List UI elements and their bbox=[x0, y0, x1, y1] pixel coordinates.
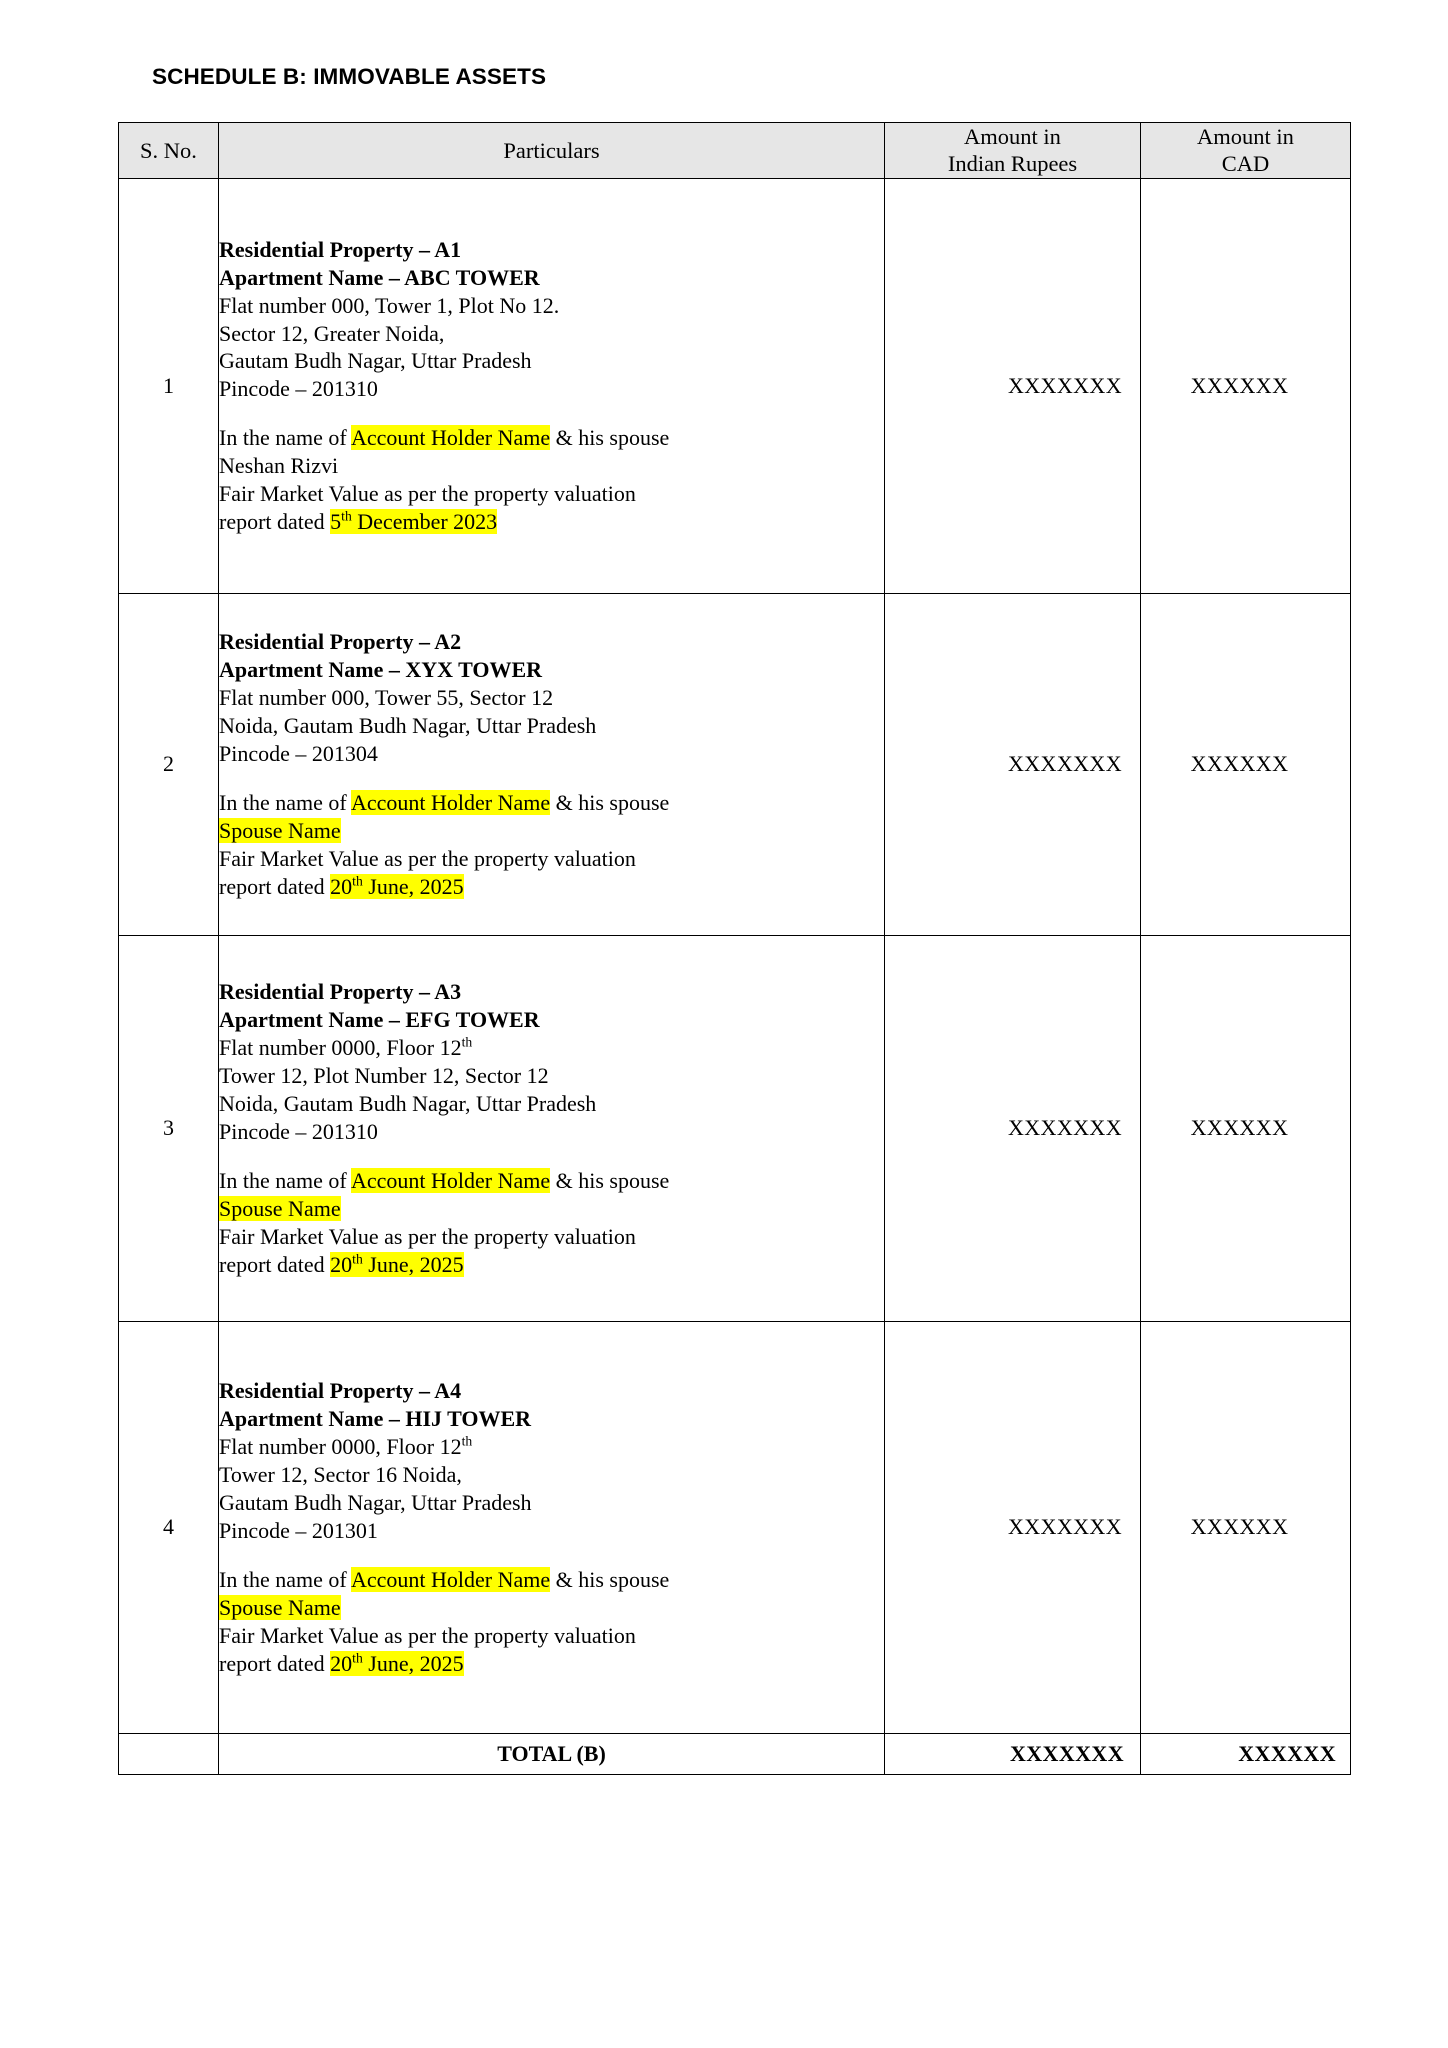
column-header-amount-inr bbox=[885, 123, 1141, 179]
address-line-1-ordinal: th bbox=[461, 1433, 473, 1449]
account-holder-name-highlight: Account Holder Name bbox=[350, 789, 551, 815]
report-date-rest: June, 2025 bbox=[362, 873, 464, 899]
spouse-name: Spouse Name bbox=[219, 817, 341, 843]
report-date-highlight bbox=[330, 1651, 463, 1676]
ownership-suffix: & his spouse bbox=[550, 425, 670, 451]
valuation-line: Fair Market Value as per the property valuation bbox=[219, 1223, 636, 1249]
address-line-4: Pincode – 201310 bbox=[219, 376, 378, 402]
report-date-line bbox=[219, 1251, 884, 1279]
row-amount-cad-value: XXXXXX bbox=[1190, 1514, 1289, 1540]
spouse-name-line bbox=[219, 1195, 884, 1223]
apartment-name: Apartment Name – XYX TOWER bbox=[219, 657, 543, 683]
valuation-line: Fair Market Value as per the property valuation bbox=[219, 1622, 636, 1648]
row-amount-inr-value: XXXXXXX bbox=[1007, 751, 1122, 777]
row-amount-cad bbox=[1141, 1321, 1351, 1733]
table-row bbox=[119, 178, 1351, 593]
ownership-prefix: In the name of bbox=[219, 1566, 351, 1592]
account-holder-name-highlight: Account Holder Name bbox=[350, 1566, 551, 1592]
ownership-prefix: In the name of bbox=[219, 425, 351, 451]
address-line-2: Sector 12, Greater Noida, bbox=[219, 320, 445, 346]
row-amount-cad bbox=[1141, 178, 1351, 593]
valuation-line: Fair Market Value as per the property valuation bbox=[219, 845, 636, 871]
row-amount-inr bbox=[885, 935, 1141, 1321]
address-line-1 bbox=[219, 1433, 884, 1461]
row-serial-number: 2 bbox=[119, 593, 219, 935]
row-amount-cad-value: XXXXXX bbox=[1190, 751, 1289, 777]
valuation-line: Fair Market Value as per the property valuation bbox=[219, 481, 636, 507]
column-header-amount-cad-line2: CAD bbox=[1221, 151, 1270, 177]
address-line-1-text: Flat number 0000, Floor 12 bbox=[219, 1035, 462, 1061]
report-date-day: 5 bbox=[330, 509, 342, 535]
table-row bbox=[119, 935, 1351, 1321]
report-date-highlight bbox=[330, 1252, 463, 1277]
total-amount-inr-value: XXXXXXX bbox=[1009, 1740, 1124, 1766]
row-amount-inr bbox=[885, 593, 1141, 935]
report-date-prefix: report dated bbox=[219, 1650, 331, 1676]
report-date-ordinal: th bbox=[352, 1650, 363, 1666]
address-line-2: Tower 12, Plot Number 12, Sector 12 bbox=[219, 1063, 549, 1089]
address-line-3: Gautam Budh Nagar, Uttar Pradesh bbox=[219, 348, 532, 374]
row-serial-number: 3 bbox=[119, 935, 219, 1321]
row-serial-number: 1 bbox=[119, 178, 219, 593]
row-particulars bbox=[219, 1321, 885, 1733]
table-body bbox=[119, 178, 1351, 1774]
report-date-prefix: report dated bbox=[219, 509, 331, 535]
report-date-line bbox=[219, 873, 884, 901]
account-holder-name-highlight: Account Holder Name bbox=[350, 1167, 551, 1193]
row-amount-cad-value: XXXXXX bbox=[1190, 372, 1289, 398]
report-date-prefix: report dated bbox=[219, 1251, 331, 1277]
ownership-suffix: & his spouse bbox=[550, 1566, 670, 1592]
report-date-day: 20 bbox=[330, 1650, 353, 1676]
total-serial-cell bbox=[119, 1733, 219, 1774]
spouse-name: Spouse Name bbox=[219, 1195, 341, 1221]
column-header-particulars: Particulars bbox=[219, 123, 885, 179]
report-date-prefix: report dated bbox=[219, 873, 331, 899]
ownership-line bbox=[219, 1167, 884, 1195]
address-line-4: Pincode – 201310 bbox=[219, 1118, 378, 1144]
table-header bbox=[119, 123, 1351, 179]
row-serial-number: 4 bbox=[119, 1321, 219, 1733]
spouse-name: Neshan Rizvi bbox=[219, 453, 339, 479]
report-date-line bbox=[219, 1650, 884, 1678]
spacer-line bbox=[219, 403, 884, 424]
column-header-amount-cad bbox=[1141, 123, 1351, 179]
row-amount-inr bbox=[885, 178, 1141, 593]
ownership-suffix: & his spouse bbox=[550, 1167, 670, 1193]
report-date-rest: June, 2025 bbox=[362, 1251, 464, 1277]
report-date-rest: June, 2025 bbox=[362, 1650, 464, 1676]
immovable-assets-table-wrapper bbox=[118, 122, 1350, 1775]
spouse-name-line bbox=[219, 817, 884, 845]
report-date-day: 20 bbox=[330, 873, 353, 899]
ownership-line bbox=[219, 789, 884, 817]
account-holder-name-highlight: Account Holder Name bbox=[350, 425, 551, 451]
ownership-line bbox=[219, 424, 884, 452]
row-particulars bbox=[219, 593, 885, 935]
spacer-line bbox=[219, 1146, 884, 1167]
apartment-name: Apartment Name – EFG TOWER bbox=[219, 1007, 540, 1033]
table-row bbox=[119, 593, 1351, 935]
total-amount-cad bbox=[1141, 1733, 1351, 1774]
total-amount-cad-value: XXXXXX bbox=[1238, 1740, 1336, 1766]
address-line-2: Noida, Gautam Budh Nagar, Uttar Pradesh bbox=[219, 713, 597, 739]
total-amount-inr bbox=[885, 1733, 1141, 1774]
row-amount-cad-value: XXXXXX bbox=[1190, 1115, 1289, 1141]
report-date-highlight bbox=[330, 509, 497, 534]
address-line-3: Noida, Gautam Budh Nagar, Uttar Pradesh bbox=[219, 1090, 597, 1116]
address-line-4: Pincode – 201301 bbox=[219, 1517, 378, 1543]
row-amount-inr-value: XXXXXXX bbox=[1007, 1115, 1122, 1141]
address-line-1: Flat number 000, Tower 1, Plot No 12. bbox=[219, 292, 560, 318]
row-particulars bbox=[219, 935, 885, 1321]
address-line-1-ordinal: th bbox=[461, 1034, 473, 1050]
property-title: Residential Property – A1 bbox=[219, 236, 462, 262]
ownership-prefix: In the name of bbox=[219, 789, 351, 815]
column-header-amount-inr-line2: Indian Rupees bbox=[947, 151, 1078, 177]
table-total-row bbox=[119, 1733, 1351, 1774]
report-date-ordinal: th bbox=[341, 508, 352, 524]
spouse-name-line bbox=[219, 452, 884, 480]
report-date-rest: December 2023 bbox=[351, 509, 498, 535]
column-header-sno: S. No. bbox=[119, 123, 219, 179]
ownership-prefix: In the name of bbox=[219, 1167, 351, 1193]
table-header-row bbox=[119, 123, 1351, 179]
page-title: SCHEDULE B: IMMOVABLE ASSETS bbox=[152, 64, 547, 89]
address-line-3: Pincode – 201304 bbox=[219, 740, 378, 766]
ownership-line bbox=[219, 1566, 884, 1594]
spouse-name: Spouse Name bbox=[219, 1594, 341, 1620]
report-date-highlight bbox=[330, 874, 463, 899]
spacer-line bbox=[219, 1545, 884, 1566]
spouse-name-line bbox=[219, 1594, 884, 1622]
address-line-1: Flat number 000, Tower 55, Sector 12 bbox=[219, 685, 554, 711]
property-title: Residential Property – A2 bbox=[219, 629, 462, 655]
report-date-ordinal: th bbox=[352, 873, 363, 889]
address-line-2: Tower 12, Sector 16 Noida, bbox=[219, 1462, 462, 1488]
apartment-name: Apartment Name – ABC TOWER bbox=[219, 264, 540, 290]
immovable-assets-table bbox=[118, 122, 1351, 1775]
column-header-amount-inr-line1: Amount in bbox=[964, 124, 1061, 149]
property-title: Residential Property – A4 bbox=[219, 1378, 462, 1404]
total-label: TOTAL (B) bbox=[219, 1733, 885, 1774]
row-amount-inr bbox=[885, 1321, 1141, 1733]
row-amount-inr-value: XXXXXXX bbox=[1007, 1514, 1122, 1540]
row-particulars bbox=[219, 178, 885, 593]
ownership-suffix: & his spouse bbox=[550, 789, 670, 815]
report-date-day: 20 bbox=[330, 1251, 353, 1277]
report-date-ordinal: th bbox=[352, 1251, 363, 1267]
property-title: Residential Property – A3 bbox=[219, 979, 462, 1005]
row-amount-inr-value: XXXXXXX bbox=[1007, 372, 1122, 398]
row-amount-cad bbox=[1141, 935, 1351, 1321]
address-line-1-text: Flat number 0000, Floor 12 bbox=[219, 1434, 462, 1460]
column-header-amount-cad-line1: Amount in bbox=[1197, 124, 1294, 149]
row-amount-cad bbox=[1141, 593, 1351, 935]
apartment-name: Apartment Name – HIJ TOWER bbox=[219, 1406, 532, 1432]
table-row bbox=[119, 1321, 1351, 1733]
spacer-line bbox=[219, 768, 884, 789]
address-line-1 bbox=[219, 1034, 884, 1062]
report-date-line bbox=[219, 508, 884, 536]
address-line-3: Gautam Budh Nagar, Uttar Pradesh bbox=[219, 1489, 532, 1515]
